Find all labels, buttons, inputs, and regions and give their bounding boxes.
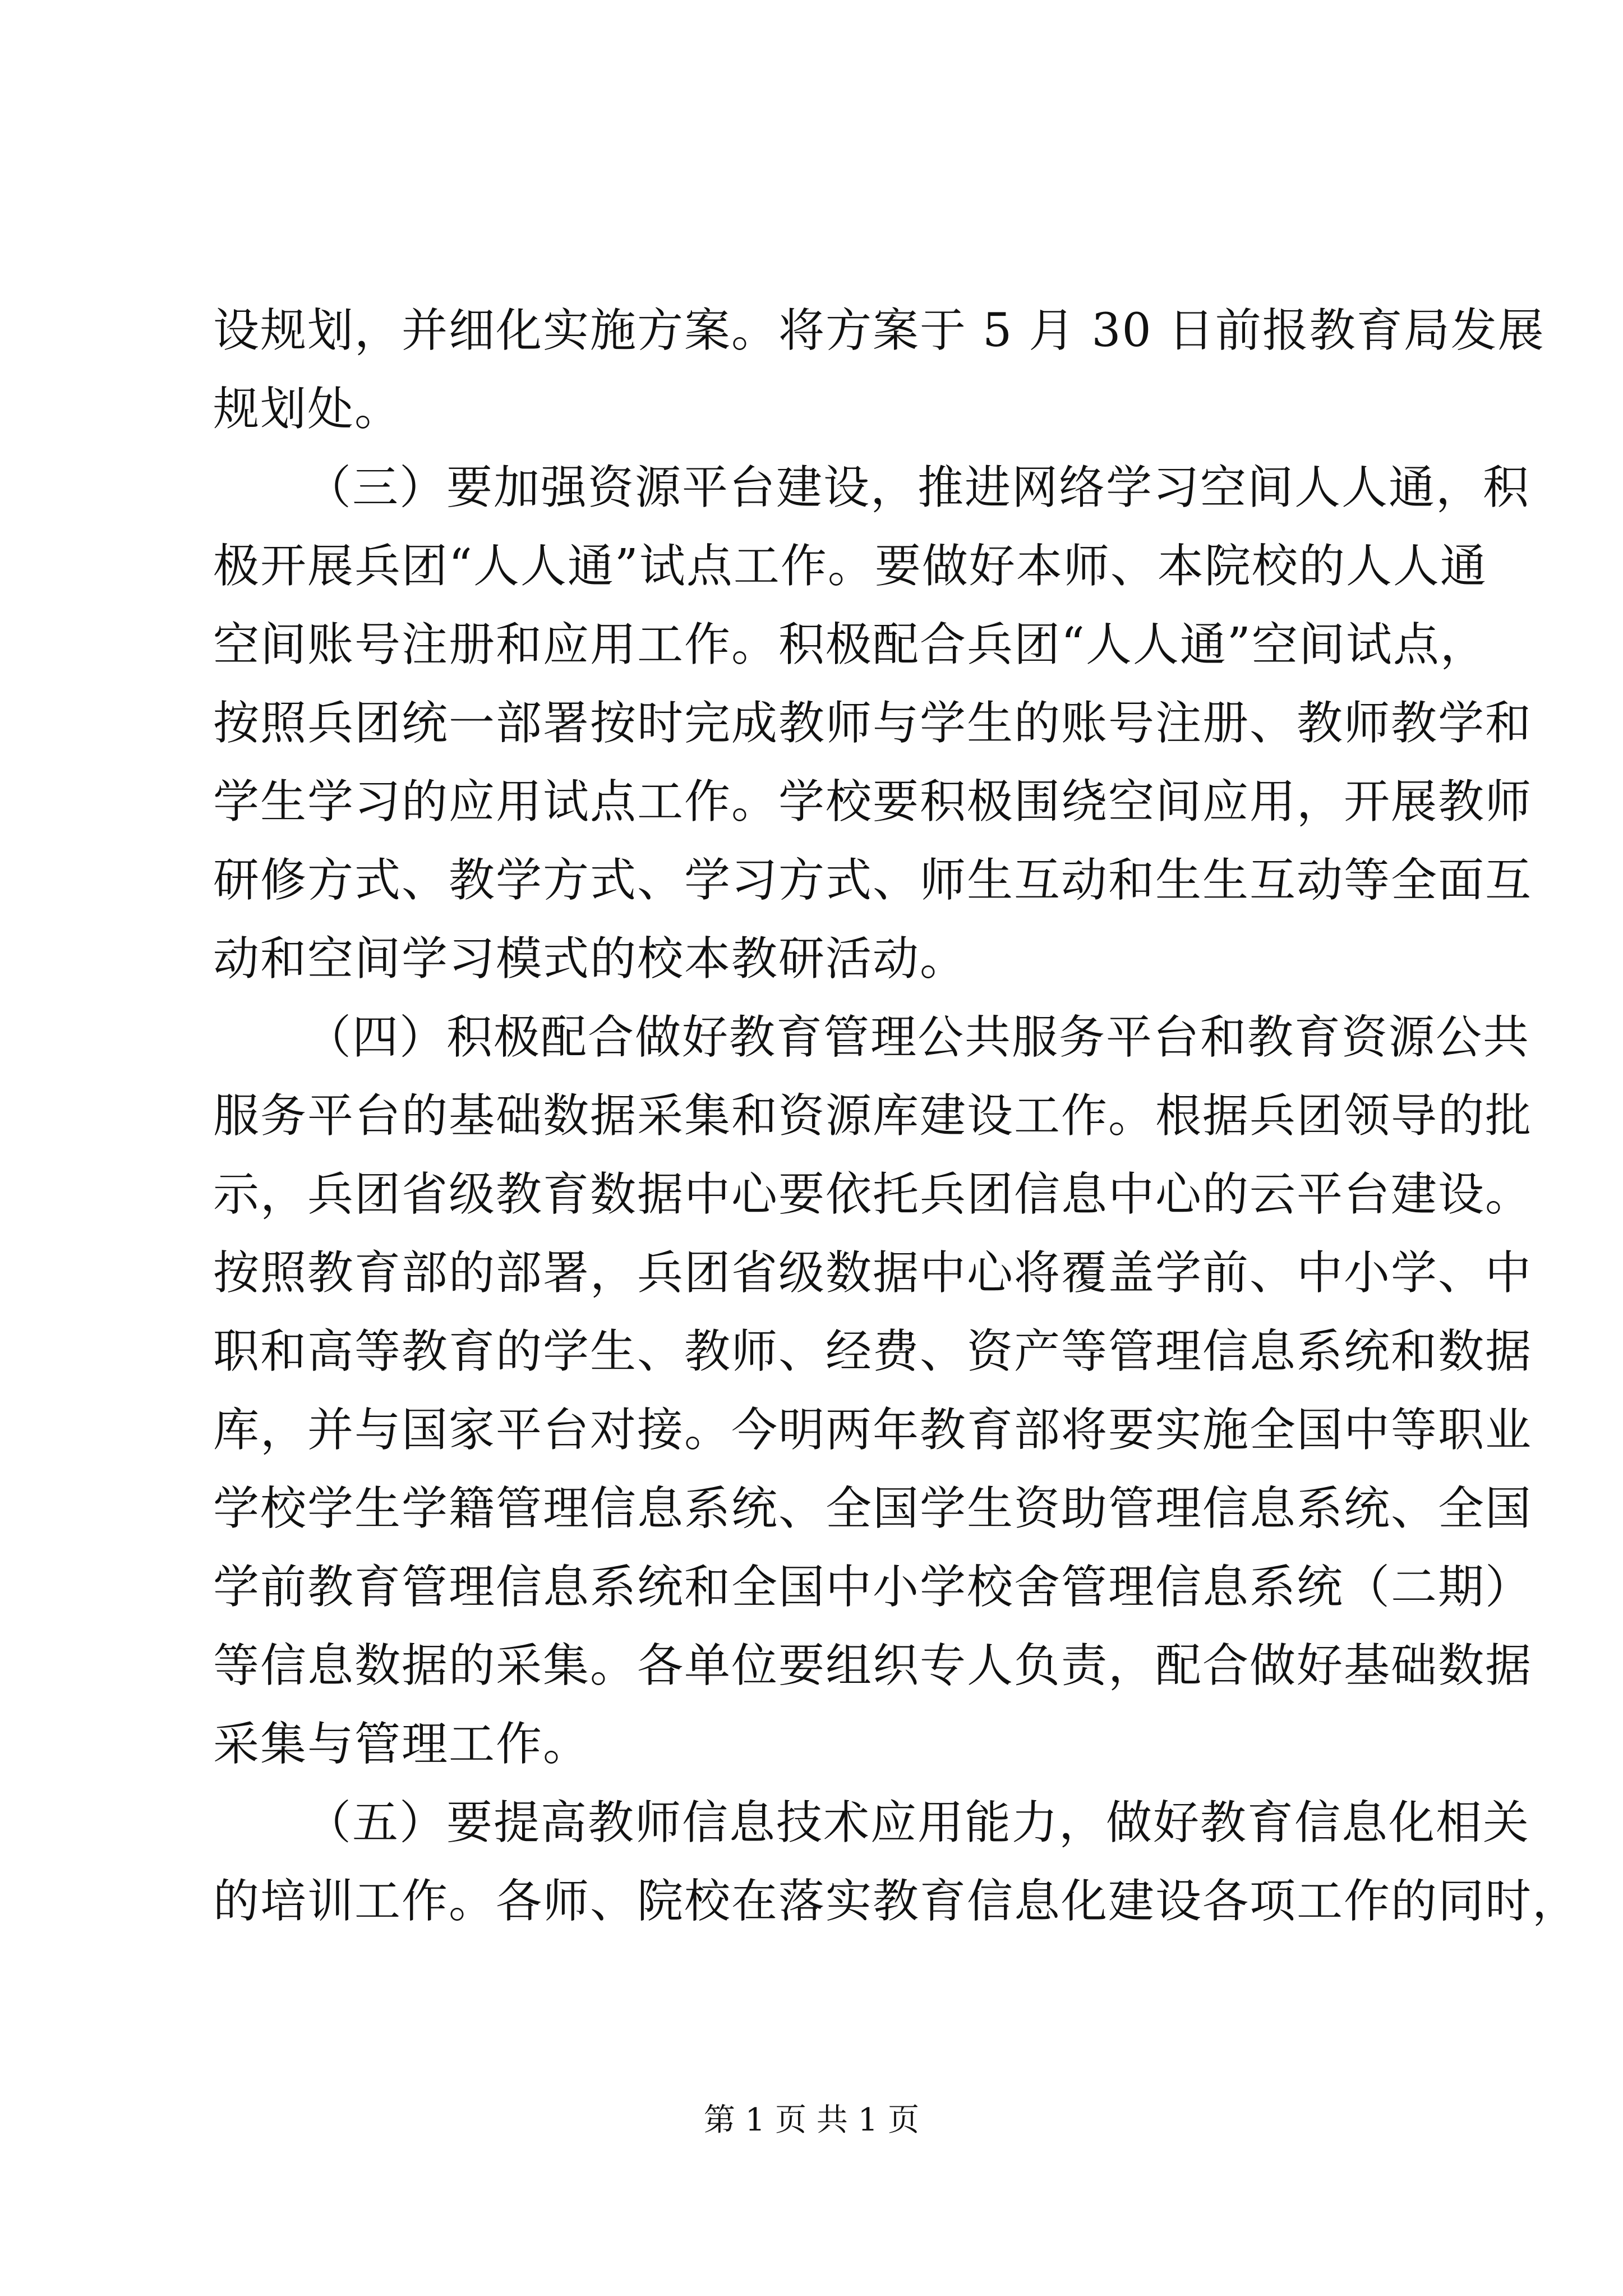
document-body (213, 292, 1580, 1941)
page-number-label: 第 1 页 共 1 页 (703, 2102, 920, 2138)
page-footer (0, 2098, 1623, 2143)
text-line: 学校学生学籍管理信息系统、全国学生资助管理信息系统、全国 (213, 1482, 1533, 1535)
text-line: 的培训工作。各师、院校在落实教育信息化建设各项工作的同时， (213, 1875, 1580, 1928)
text-line: 按照兵团统一部署按时完成教师与学生的账号注册、教师教学和 (213, 697, 1533, 750)
text-line: 极开展兵团“人人通”试点工作。要做好本师、本院校的人人通 (213, 540, 1487, 593)
paragraph-2 (213, 449, 1533, 999)
text-line: 等信息数据的采集。各单位要组织专人负责，配合做好基础数据 (213, 1639, 1533, 1692)
text-line: （四）积极配合做好教育管理公共服务平台和教育资源公共 (305, 1011, 1530, 1064)
text-line: 学前教育管理信息系统和全国中小学校舍管理信息系统（二期） (213, 1561, 1533, 1614)
text-line: 动和空间学习模式的校本教研活动。 (213, 932, 967, 986)
text-line: 空间账号注册和应用工作。积极配合兵团“人人通”空间试点， (213, 618, 1487, 671)
paragraph-1 (213, 292, 1545, 449)
text-line: 研修方式、教学方式、学习方式、师生互动和生生互动等全面互 (213, 854, 1533, 907)
paragraph-4 (213, 1784, 1580, 1941)
text-line: 库，并与国家平台对接。今明两年教育部将要实施全国中等职业 (213, 1404, 1533, 1457)
text-line: 学生学习的应用试点工作。学校要积极围绕空间应用，开展教师 (213, 775, 1533, 829)
text-line: 设规划，并细化实施方案。将方案于 5 月 30 日前报教育局发展 (213, 304, 1545, 357)
paragraph-3 (213, 999, 1533, 1784)
text-line: 按照教育部的部署，兵团省级数据中心将覆盖学前、中小学、中 (213, 1246, 1533, 1300)
text-line: （三）要加强资源平台建设，推进网络学习空间人人通，积 (305, 461, 1530, 514)
text-line: 采集与管理工作。 (213, 1718, 591, 1771)
text-line: 规划处。 (213, 383, 402, 436)
text-line: （五）要提高教师信息技术应用能力，做好教育信息化相关 (305, 1796, 1530, 1849)
text-line: 服务平台的基础数据采集和资源库建设工作。根据兵团领导的批 (213, 1089, 1533, 1143)
text-line: 职和高等教育的学生、教师、经费、资产等管理信息系统和数据 (213, 1325, 1533, 1378)
text-line: 示，兵团省级教育数据中心要依托兵团信息中心的云平台建设。 (213, 1168, 1533, 1221)
